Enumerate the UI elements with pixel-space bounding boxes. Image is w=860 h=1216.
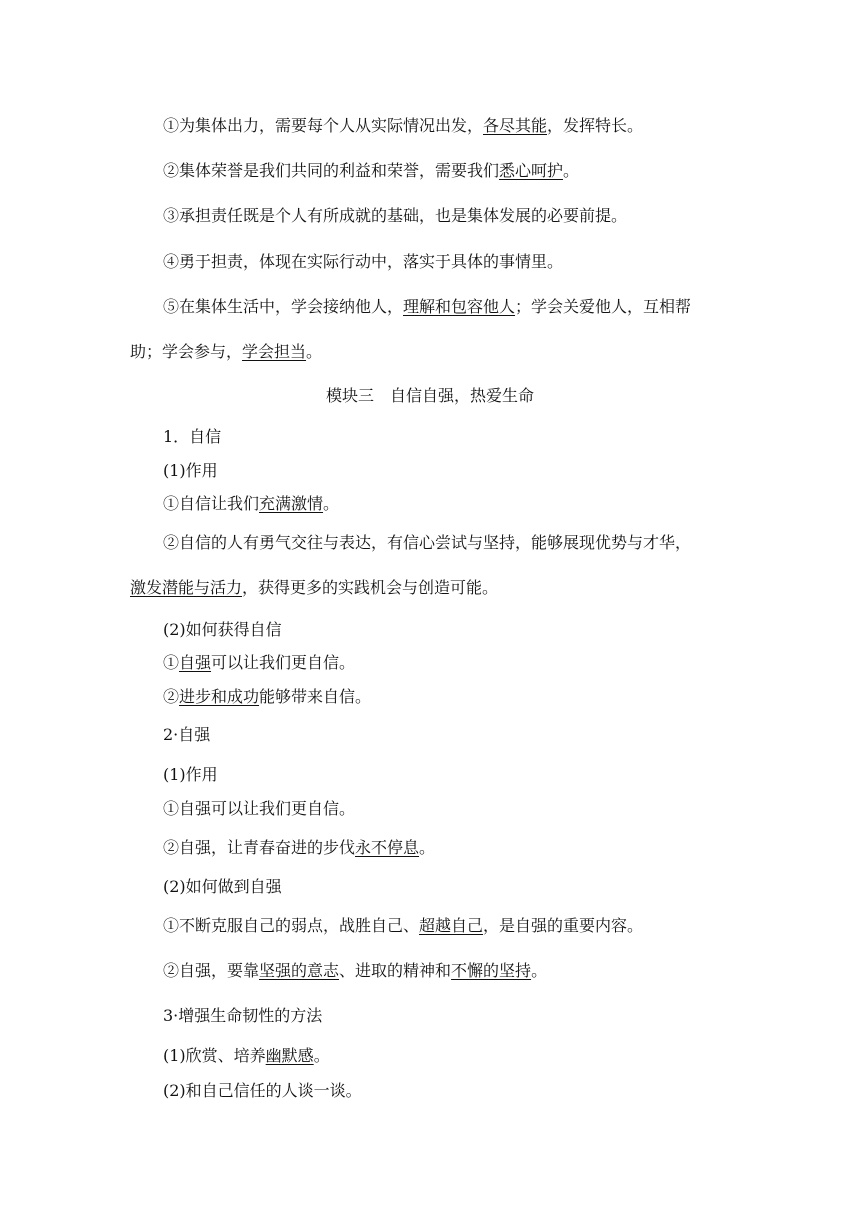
paragraph: ②自信的人有勇气交往与表达，有信心尝试与坚持，能够展现优势与才华， [163,533,692,552]
key-term: 充满激情 [259,494,324,513]
paragraph: ①不断克服自己的弱点，战胜自己、超越自己，是自强的重要内容。 [163,916,644,935]
key-term: 坚强的意志 [259,961,340,980]
key-term: 进步和成功 [179,687,260,706]
key-term: 超越自己 [419,916,484,935]
paragraph: ①自强可以让我们更自信。 [163,799,356,818]
section-heading: 模块三 自信自强，热爱生命 [325,386,534,405]
key-term: 幽默感 [265,1046,314,1065]
paragraph: ①为集体出力，需要每个人从实际情况出发，各尽其能，发挥特长。 [163,116,644,135]
key-term: 理解和包容他人 [403,297,516,316]
subheading: (2)如何获得自信 [163,620,282,639]
subheading: 3·增强生命韧性的方法 [163,1006,323,1025]
key-term: 不懈的坚持 [451,961,532,980]
subheading: (1)作用 [163,461,218,480]
subheading: 1．自信 [163,427,222,446]
key-term: 永不停息 [355,838,420,857]
paragraph: ④勇于担责，体现在实际行动中，落实于具体的事情里。 [163,252,564,271]
subheading: (1)作用 [163,765,218,784]
paragraph-continuation: 激发潜能与活力，获得更多的实践机会与创造可能。 [130,578,499,597]
subheading: 2·自强 [163,725,211,744]
subheading: (2)如何做到自强 [163,877,282,896]
paragraph: ②进步和成功能够带来自信。 [163,687,372,706]
key-term: 悉心呵护 [499,161,564,180]
key-term: 激发潜能与活力 [130,578,243,597]
paragraph: ②自强，让青春奋进的步伐永不停息。 [163,838,436,857]
paragraph: ⑤在集体生活中，学会接纳他人，理解和包容他人；学会关爱他人，互相帮 [163,297,692,316]
paragraph: ②自强，要靠坚强的意志、进取的精神和不懈的坚持。 [163,961,548,980]
paragraph: (1)欣赏、培养幽默感。 [163,1046,330,1065]
key-term: 各尽其能 [483,116,548,135]
paragraph: ③承担责任既是个人有所成就的基础，也是集体发展的必要前提。 [163,206,628,225]
key-term: 学会担当 [242,342,307,361]
paragraph: ①自强可以让我们更自信。 [163,653,356,672]
paragraph-continuation: 助；学会参与，学会担当。 [130,342,323,361]
key-term: 自强 [179,653,212,672]
paragraph: (2)和自己信任的人谈一谈。 [163,1081,362,1100]
paragraph: ①自信让我们充满激情。 [163,494,340,513]
paragraph: ②集体荣誉是我们共同的利益和荣誉，需要我们悉心呵护。 [163,161,580,180]
